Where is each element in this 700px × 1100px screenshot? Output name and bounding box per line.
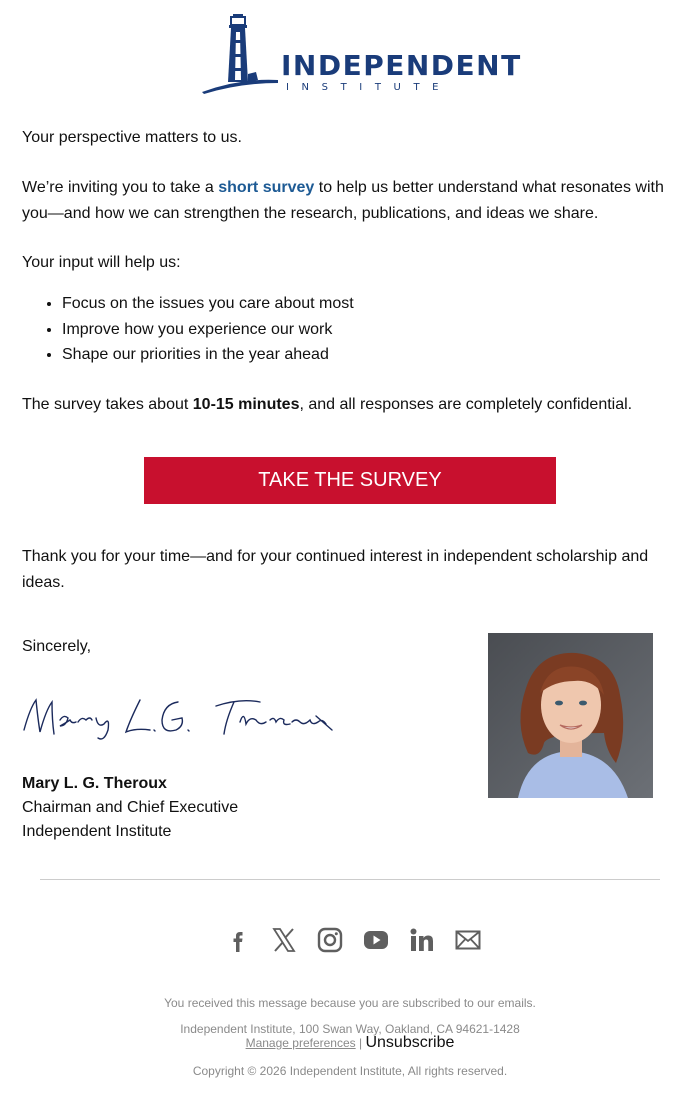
thanks-text: Thank you for your time—and for your continued interest in independent scholarship and ideas. xyxy=(22,548,649,591)
copyright-text: Copyright © 2026 Independent Institute, All rights reserved. xyxy=(192,1064,508,1078)
linkedin-icon[interactable] xyxy=(406,924,438,956)
duration-text-end: , and all responses are completely confidential. xyxy=(299,396,633,413)
duration-paragraph xyxy=(22,392,682,418)
closing-text: Sincerely, xyxy=(22,638,92,655)
invite-paragraph xyxy=(22,175,682,227)
x-icon[interactable] xyxy=(268,924,300,956)
instagram-icon[interactable] xyxy=(314,924,346,956)
duration-text-start: The survey takes about xyxy=(22,396,193,413)
logo-wordmark: INDEPENDENT xyxy=(281,49,522,82)
unsubscribe-link[interactable]: Unsubscribe xyxy=(365,1034,455,1051)
list-item: • Improve how you experience our work xyxy=(62,317,662,343)
benefits-list xyxy=(22,291,662,368)
signer-portrait xyxy=(488,633,653,798)
independent-institute-logo[interactable] xyxy=(200,10,522,96)
facebook-icon[interactable] xyxy=(222,924,254,956)
signer-title: Chairman and Chief Executive xyxy=(22,799,239,816)
manage-preferences-link[interactable]: Manage preferences xyxy=(245,1036,356,1050)
invite-text-end: to help us better understand what resonates with you—and how we can strengthen the research, publications, and ideas we share. xyxy=(22,179,664,222)
intro-text: Your perspective matters to us. xyxy=(22,129,242,146)
list-item: • Focus on the issues you care about most xyxy=(62,291,662,317)
logo-subtitle: INSTITUTE xyxy=(286,82,452,93)
signer-name: Mary L. G. Theroux xyxy=(22,775,167,792)
handwritten-signature xyxy=(20,680,340,750)
youtube-icon[interactable] xyxy=(360,924,392,956)
list-item: • Shape our priorities in the year ahead xyxy=(62,342,662,368)
short-survey-link[interactable]: short survey xyxy=(218,179,315,196)
email-icon[interactable] xyxy=(452,924,484,956)
footer-links xyxy=(0,1034,700,1052)
link-separator: | xyxy=(359,1036,363,1050)
signer-organization: Independent Institute xyxy=(22,823,172,840)
subscription-notice: You received this message because you are subscribed to our emails. xyxy=(164,996,536,1010)
lighthouse-icon xyxy=(200,10,280,96)
invite-text-start: We’re inviting you to take a xyxy=(22,179,219,196)
footer-divider xyxy=(40,879,660,880)
input-lead-text: Your input will help us: xyxy=(22,254,181,271)
duration-value: 10-15 minutes xyxy=(192,396,300,413)
take-survey-button[interactable]: TAKE THE SURVEY xyxy=(144,457,556,504)
mailing-address: Independent Institute, 100 Swan Way, Oakland, CA 94621-1428 xyxy=(180,1022,520,1036)
social-links xyxy=(222,924,484,956)
